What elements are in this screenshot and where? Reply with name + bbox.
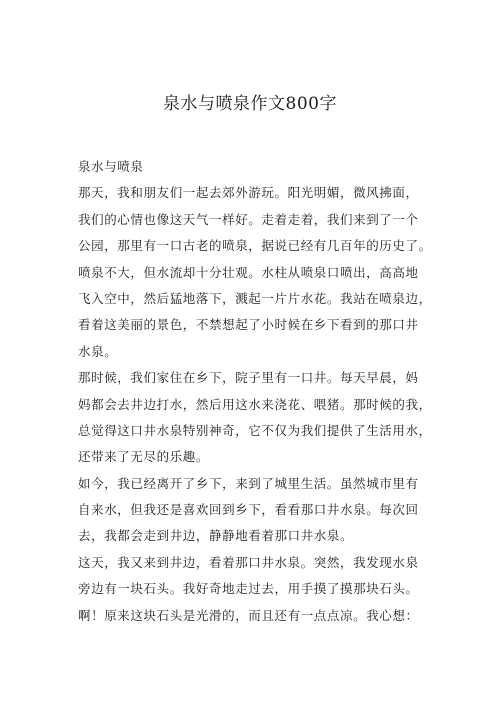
- document-title: 泉水与喷泉作文800字: [163, 94, 337, 114]
- text-line: 还带来了无尽的乐趣。: [78, 449, 210, 465]
- text-line: 看着这美丽的景色，不禁想起了小时候在乡下看到的那口井: [78, 317, 419, 333]
- subtitle-line: 泉水与喷泉: [78, 159, 144, 174]
- text-line: 那天，我和朋友们一起去郊外游玩。阳光明媚，微风拂面，: [78, 185, 419, 201]
- text-line: 喷泉不大，但水流却十分壮观。水柱从喷泉口喷出，高高地: [78, 264, 419, 280]
- text-line: 那时候，我们家住在乡下，院子里有一口井。每天早晨，妈: [78, 370, 419, 386]
- text-line: 自来水，但我还是喜欢回到乡下，看看那口井水泉。每次回: [78, 502, 419, 518]
- text-line: 如今，我已经离开了乡下，来到了城里生活。虽然城市里有: [78, 475, 419, 491]
- text-line: 旁边有一块石头。我好奇地走过去，用手摸了摸那块石头。: [78, 581, 419, 597]
- text-line: 妈都会去井边打水，然后用这水来浇花、喂猪。那时候的我，: [78, 396, 432, 412]
- text-line: 公园，那里有一口古老的喷泉，据说已经有几百年的历史了。: [78, 238, 432, 254]
- text-line: 这天，我又来到井边，看着那口井水泉。突然，我发现水泉: [78, 554, 419, 570]
- text-line: 去，我都会走到井边，静静地看着那口井水泉。: [78, 528, 354, 544]
- text-line: 总觉得这口井水泉特别神奇，它不仅为我们提供了生活用水，: [78, 422, 432, 438]
- text-line: 飞入空中，然后猛地落下，溅起一片片水花。我站在喷泉边，: [78, 290, 432, 306]
- text-line: 啊！原来这块石头是光滑的，而且还有一点点凉。我心想：: [78, 607, 419, 623]
- text-line: 水泉。: [78, 343, 118, 359]
- document-body: [78, 154, 430, 629]
- text-line: 我们的心情也像这天气一样好。走着走着，我们来到了一个: [78, 211, 419, 227]
